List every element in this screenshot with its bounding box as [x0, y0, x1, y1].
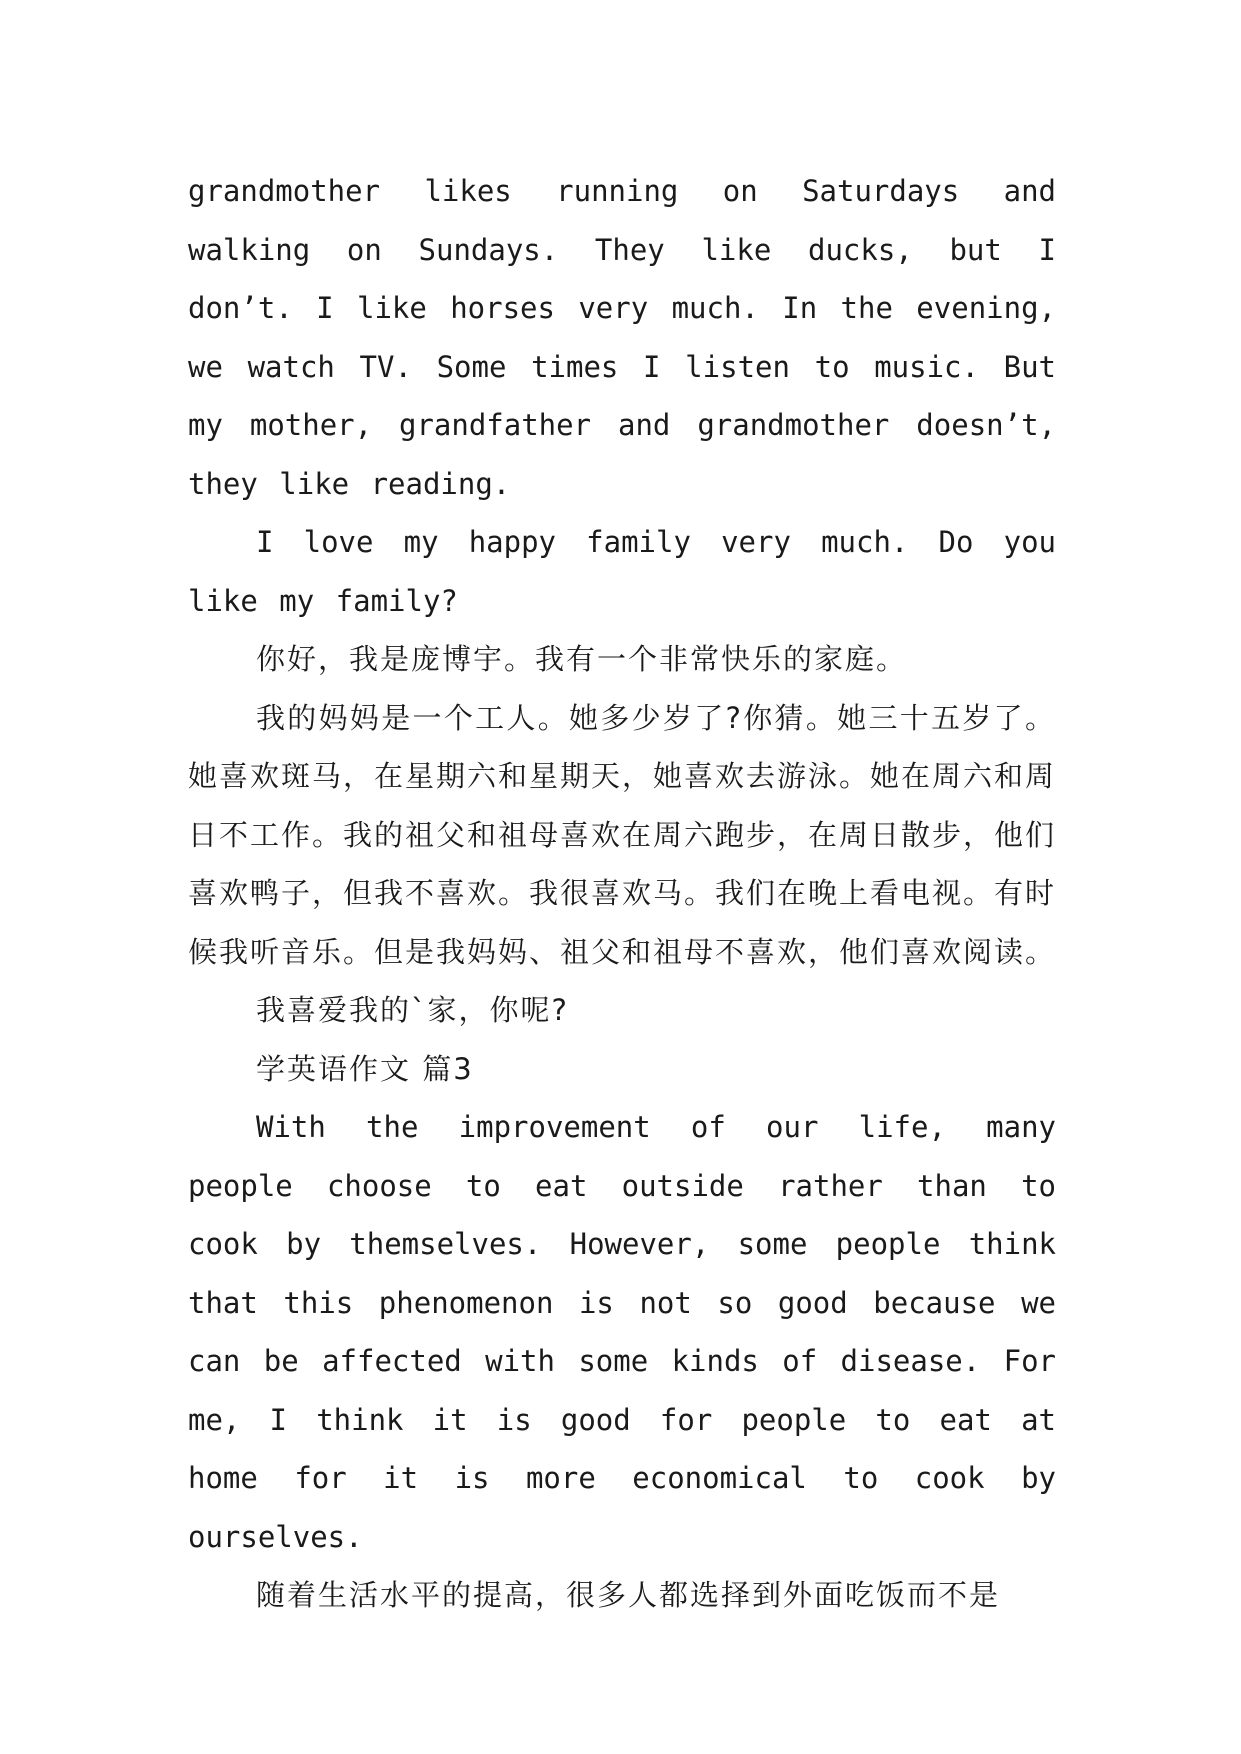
paragraph-chinese-closing: 我喜爱我的`家，你呢?: [256, 993, 569, 1027]
document-body: [188, 162, 1056, 1625]
paragraph-english-family-continued: grandmother likes running on Saturdays and walking on Sundays. They like ducks, but I don’t. I like horses very much. In the evening, we watch TV. Some times I listen to music. But my mother, grandfather and grandmother doesn’t, they like reading.: [188, 174, 1056, 501]
paragraph-chinese-family: 我的妈妈是一个工人。她多少岁了?你猜。她三十五岁了。她喜欢斑马，在星期六和星期天，她喜欢去游泳。她在周六和周日不工作。我的祖父和祖母喜欢在周六跑步，在周日散步，他们喜欢鸭子，但我不喜欢。我很喜欢马。我们在晚上看电视。有时候我听音乐。但是我妈妈、祖父和祖母不喜欢，他们喜欢阅读。: [188, 700, 1057, 969]
paragraph-chinese-eating-out: 随着生活水平的提高，很多人都选择到外面吃饭而不是: [256, 1578, 1001, 1612]
section-heading: 学英语作文 篇3: [256, 1051, 474, 1086]
paragraph-chinese-intro: 你好，我是庞博宇。我有一个非常快乐的家庭。: [256, 642, 908, 676]
paragraph-english-eating-out: With the improvement of our life, many people choose to eat outside rather than to cook by themselves. However, some people think that this phenomenon is not so good because we can be affected with some kinds of disease. For me, I think it is good for people to eat at home for it is more economical to cook by ourselves.: [188, 1110, 1056, 1554]
paragraph-english-love-family: I love my happy family very much. Do you like my family?: [188, 525, 1056, 618]
